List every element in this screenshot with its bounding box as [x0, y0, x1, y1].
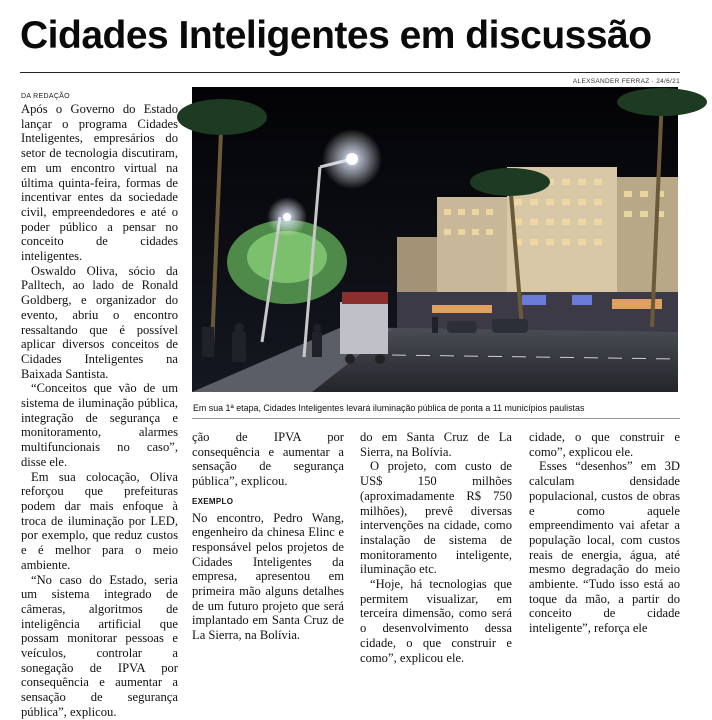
- caption-rule: [192, 418, 680, 419]
- paragraph: “Conceitos que vão de um sistema de iluminação pública, integração de segurança e monitoramento, alarmes multifuncionais no caso”, disse ele.: [21, 381, 178, 469]
- paragraph: Em sua colocação, Oliva reforçou que prefeituras podem dar mais enfoque à troca de iluminação por LED, por exemplo, que reduz custos e é melhor para o meio ambiente.: [21, 469, 178, 572]
- column-2: [192, 430, 344, 670]
- paragraph: Esses “desenhos” em 3D calculam densidade populacional, custos de obras e como aquele empreendimento vai afetar a população local, com custos reais de energia, água, até mesmo degradação do meio ambiente. “Tudo isso está ao toque da mão, a partir do conceito de cidade inteligente”, reforça ele: [529, 459, 680, 636]
- photo-caption: Em sua 1ª etapa, Cidades Inteligentes levará iluminação pública de ponta a 11 municípios paulistas: [193, 403, 585, 413]
- paragraph: Após o Governo do Estado lançar o programa Cidades Inteligentes, empresários do setor de tecnologia discutiram, em um encontro virtual na última quinta-feira, formas de incentivar entes da sociedade civil, empreendedores e até o poder público a pensar no conceito de cidades inteligentes.: [21, 102, 178, 264]
- paragraph: O projeto, com custo de US$ 150 milhões (aproximadamente R$ 750 milhões), prevê diversas intervenções na cidade, como instalação de sistema de monitoramento inteligente, iluminação etc.: [360, 459, 512, 577]
- photo-illustration: [192, 87, 678, 392]
- headline: Cidades Inteligentes em discussão: [20, 14, 652, 57]
- column-1: [21, 102, 178, 719]
- paragraph: “No caso do Estado, seria um sistema integrado de câmeras, algoritmos de inteligência artificial que possam monitorar pessoas e veículos, controlar a sonegação de IPVA por consequência e aumentar a sensação de segurança pública”, explicou.: [21, 572, 178, 719]
- headline-rule: [20, 72, 680, 73]
- paragraph: Oswaldo Oliva, sócio da Palltech, ao lado de Ronald Goldberg, e organizador do evento, abriu o encontro ressaltando que é possível aplicar diversos conceitos de Cidades Inteligentes na Baixada Santista.: [21, 263, 178, 381]
- article-photo: [192, 87, 678, 392]
- paragraph: No encontro, Pedro Wang, engenheiro da chinesa Elinc e responsável pelos projetos de Cidades Inteligentes da empresa, apresentou em primeira mão alguns detalhes de um futuro projeto que será implantado em Santa Cruz de La Sierra, na Bolívia.: [192, 510, 344, 643]
- paragraph: cidade, o que construir e como”, explicou ele.: [529, 430, 680, 459]
- paragraph: ção de IPVA por consequência e aumentar a sensação de segurança pública”, explicou.: [192, 430, 344, 489]
- kicker: DA REDAÇÃO: [21, 93, 70, 100]
- column-4: [529, 430, 680, 670]
- column-3: [360, 430, 512, 670]
- paragraph: do em Santa Cruz de La Sierra, na Bolívia.: [360, 430, 512, 459]
- subhead: EXEMPLO: [192, 496, 234, 506]
- photo-credit: ALEXSANDER FERRAZ · 24/6/21: [572, 78, 680, 85]
- paragraph: “Hoje, há tecnologias que permitem visualizar, em terceira dimensão, como será o desenvolvimento dessa cidade, o que construir e como”, explicou ele.: [360, 577, 512, 665]
